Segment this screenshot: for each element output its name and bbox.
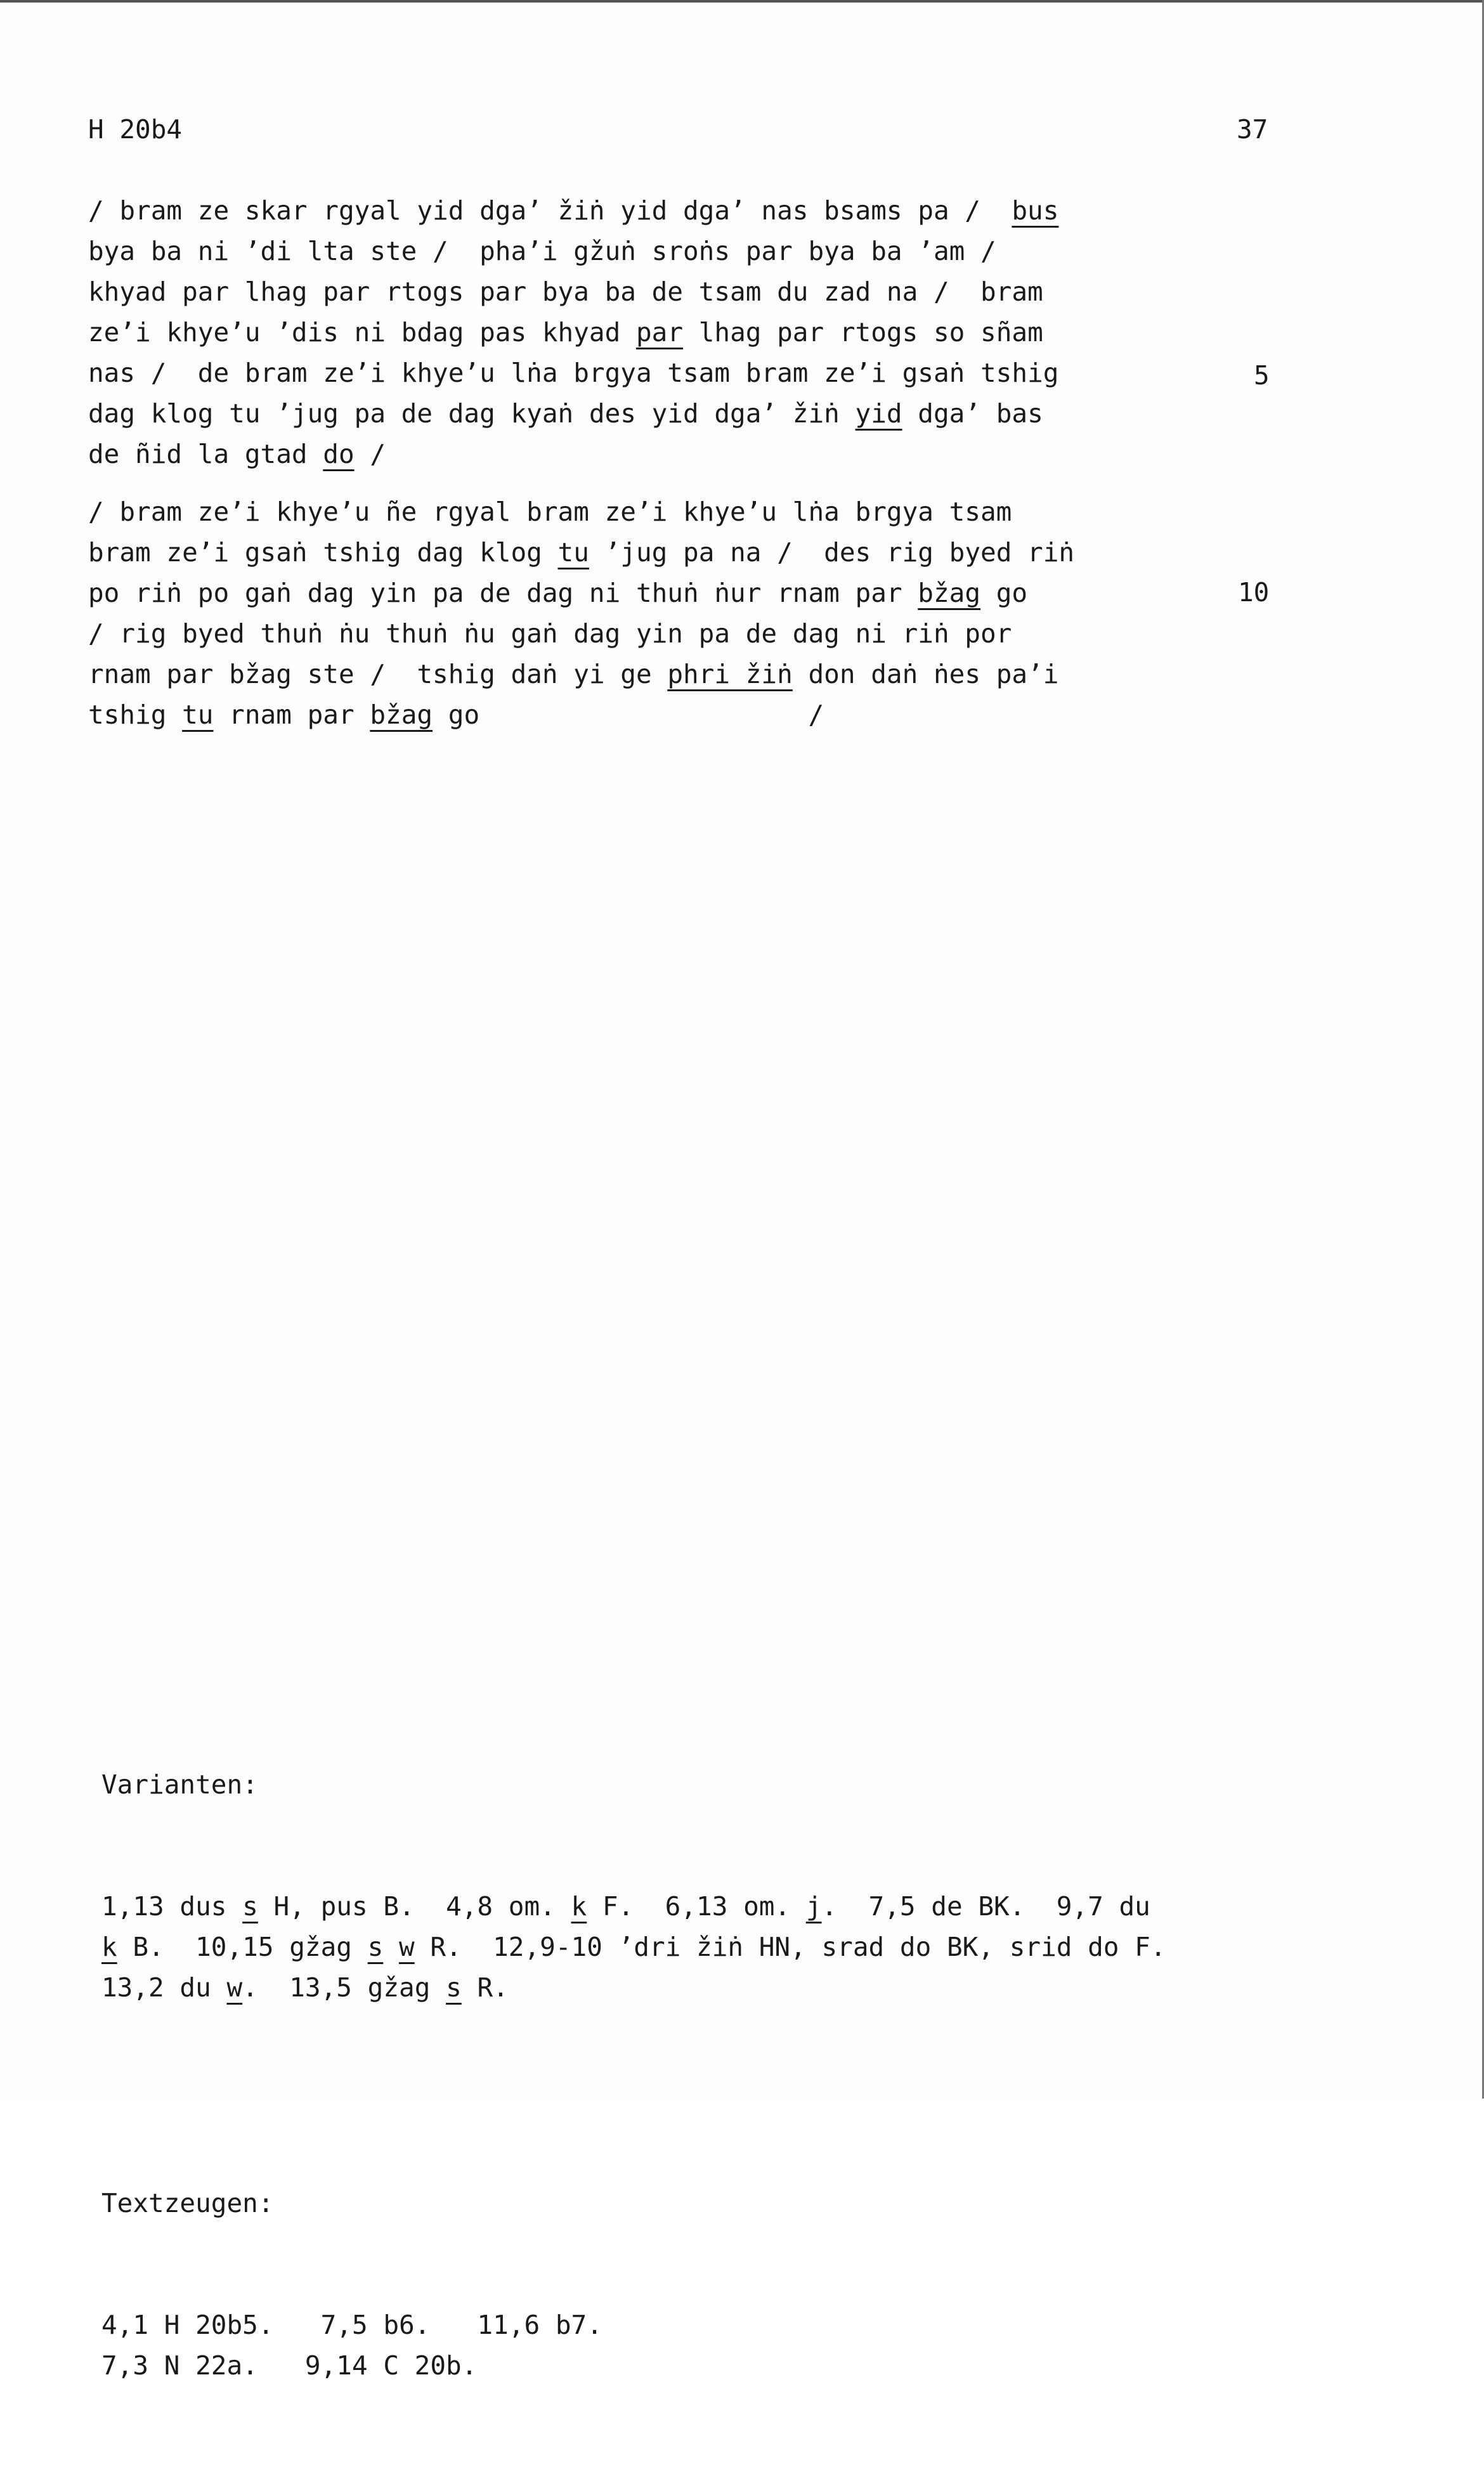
underlined-word: s — [367, 1932, 384, 1962]
page-top-edge — [0, 0, 1484, 3]
underlined-word: bžag — [370, 700, 433, 730]
text-segment: . 7,5 de BK. 9,7 du — [821, 1891, 1150, 1922]
text-segment: khyad par lhag par rtogs par bya ba de tsam du zad na / bram — [88, 277, 1043, 307]
text-segment: R. — [461, 1972, 509, 2003]
underlined-word: w — [226, 1972, 243, 2003]
text-line — [88, 190, 1058, 231]
text-line — [88, 393, 1058, 434]
main-text-paragraph-1 — [88, 190, 1058, 474]
text-segment: lhag par rtogs so sñam — [683, 317, 1043, 348]
underlined-word: w — [399, 1932, 415, 1962]
text-segment: bya ba ni ’di lta ste / pha’i gžuṅ sroṅs par bya ba ’am / — [88, 236, 996, 266]
text-segment: bram ze’i gsaṅ tshig dag klog — [88, 537, 558, 568]
text-segment: H, pus B. 4,8 om. — [257, 1891, 571, 1922]
text-segment: rnam par — [213, 700, 370, 730]
varianten-label: Varianten: — [101, 1769, 258, 1800]
varianten-list — [101, 1886, 1166, 2008]
witness-line — [101, 2345, 1166, 2386]
underlined-word: s — [446, 1972, 462, 2003]
text-segment: 4,1 H 20b5. 7,5 b6. 11,6 b7. — [101, 2310, 602, 2340]
text-segment: B. 10,15 gžag — [117, 1932, 368, 1962]
witness-line — [101, 2305, 1166, 2345]
text-segment: nas / de bram ze’i khye’u lṅa brgya tsam bram ze’i gsaṅ tshig — [88, 358, 1059, 388]
text-segment: 13,2 du — [101, 1972, 227, 2003]
underlined-word: j — [805, 1891, 822, 1922]
text-line — [88, 613, 1074, 654]
text-segment: / bram ze’i khye’u ñe rgyal bram ze’i khye’u lṅa brgya tsam — [88, 497, 1012, 527]
main-text-paragraph-2 — [88, 491, 1074, 735]
text-segment: go — [980, 578, 1028, 608]
underlined-word: phri žiṅ — [667, 659, 793, 689]
text-segment: / — [354, 439, 386, 469]
text-segment — [383, 1932, 399, 1962]
text-segment: de ñid la gtad — [88, 439, 323, 469]
text-segment: dga’ bas — [902, 398, 1043, 429]
variant-line — [101, 1886, 1166, 1927]
underlined-word: k — [571, 1891, 587, 1922]
text-segment: / bram ze skar rgyal yid dga’ žiṅ yid dga’ nas bsams pa / — [88, 195, 1012, 226]
text-line — [88, 271, 1058, 312]
text-segment: 1,13 dus — [101, 1891, 243, 1922]
text-line — [88, 353, 1058, 393]
text-segment: ’jug pa na / des rig byed riṅ — [589, 537, 1075, 568]
text-segment: ze’i khye’u ’dis ni bdag pas khyad — [88, 317, 636, 348]
text-segment: F. 6,13 om. — [587, 1891, 806, 1922]
textzeugen-list — [101, 2305, 1166, 2386]
underlined-word: tu — [557, 537, 589, 568]
underlined-word: par — [635, 317, 684, 348]
text-segment: go / — [433, 700, 824, 730]
variant-line — [101, 1967, 1166, 2008]
text-line — [88, 694, 1074, 735]
text-segment: don daṅ ṅes pa’i — [792, 659, 1059, 689]
page-number: 37 — [1237, 114, 1268, 145]
text-line — [88, 654, 1074, 694]
text-segment: / rig byed thuṅ ṅu thuṅ ṅu gaṅ dag yin pa de dag ni riṅ por — [88, 618, 1012, 649]
textzeugen-label: Textzeugen: — [101, 2188, 274, 2218]
underlined-word: bus — [1012, 195, 1059, 226]
underlined-word: bžag — [918, 578, 981, 608]
line-number-5: 5 — [1254, 360, 1270, 391]
text-line — [88, 231, 1058, 271]
variant-line — [101, 1927, 1166, 1967]
underlined-word: tu — [182, 700, 214, 730]
text-segment: . 13,5 gžag — [242, 1972, 446, 2003]
underlined-word: do — [323, 439, 355, 469]
text-segment: R. 12,9-10 ’dri žiṅ HN, srad do BK, srid do F. — [414, 1932, 1166, 1962]
text-line — [88, 573, 1074, 613]
text-segment: tshig — [88, 700, 183, 730]
underlined-word: k — [101, 1932, 117, 1962]
text-line — [88, 312, 1058, 353]
text-line — [88, 491, 1074, 532]
text-line — [88, 434, 1058, 474]
text-segment: dag klog tu ’jug pa de dag kyaṅ des yid dga’ žiṅ — [88, 398, 856, 429]
underlined-word: s — [242, 1891, 258, 1922]
apparatus-notes — [101, 1683, 1166, 2467]
text-segment: 7,3 N 22a. 9,14 C 20b. — [101, 2350, 478, 2381]
text-line — [88, 532, 1074, 573]
text-segment: po riṅ po gaṅ dag yin pa de dag ni thuṅ ṅur rnam par — [88, 578, 918, 608]
text-segment: rnam par bžag ste / tshig daṅ yi ge — [88, 659, 668, 689]
underlined-word: yid — [855, 398, 902, 429]
line-number-10: 10 — [1238, 577, 1270, 608]
page-header-reference: H 20b4 — [88, 114, 183, 145]
